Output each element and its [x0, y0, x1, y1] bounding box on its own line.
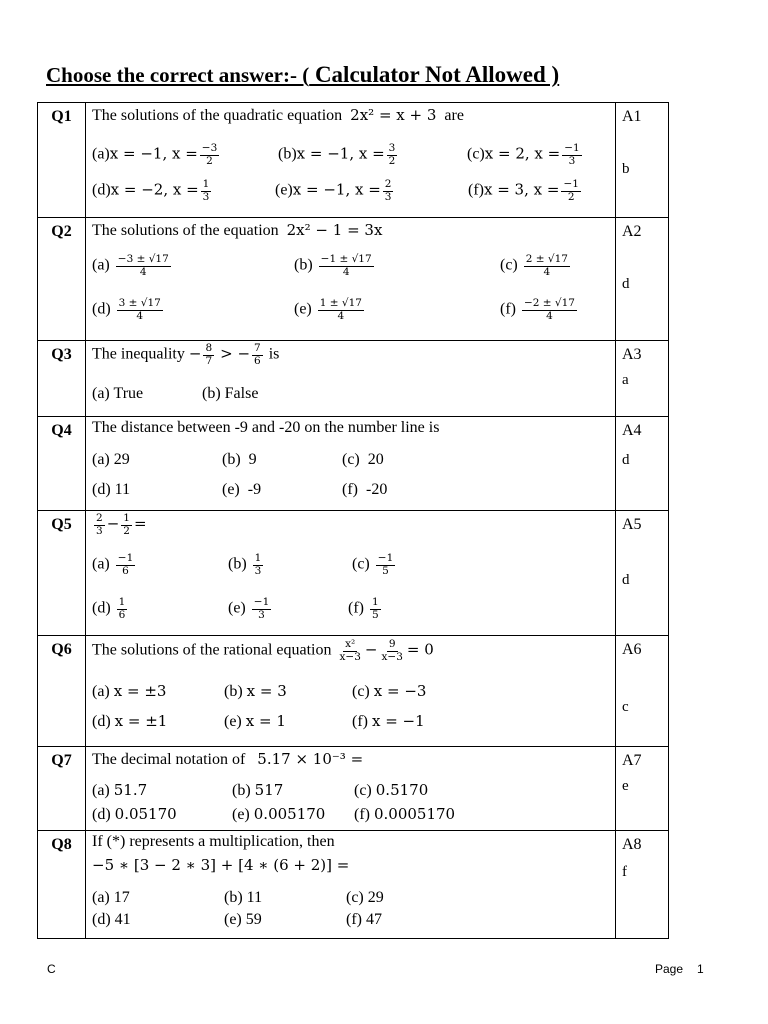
option-a[interactable]: (a) 29 [92, 451, 130, 468]
option-e[interactable]: (e) $\frac{-1}{3}$ [228, 596, 270, 621]
question-label: Q3 [51, 346, 72, 363]
option-a[interactable]: (a) $\frac{-3 \pm √17}{4}$ [92, 253, 169, 278]
option-f[interactable]: (f) 47 [346, 911, 382, 928]
page-title [46, 62, 559, 88]
answer-label: A2 [622, 223, 642, 240]
answer-value: d [622, 276, 630, 292]
answer-label: A8 [622, 836, 642, 853]
question-body [86, 636, 615, 746]
option-d[interactable]: (d) x = ±1 [92, 712, 168, 730]
answer-label: A5 [622, 516, 642, 533]
question-label: Q5 [51, 516, 72, 533]
answer-value: a [622, 372, 629, 388]
question-text: The inequality − $\frac{8}{7}$ > − $\frac{7}{6}$ is [92, 342, 280, 367]
question-label: Q2 [51, 223, 72, 240]
question-row [38, 218, 669, 341]
option-b[interactable]: (b) $\frac{-1 \pm √17}{4}$ [294, 253, 372, 278]
question-text: If (*) represents a multiplication, then [92, 833, 335, 850]
question-text: The solutions of the equation 2x² − 1 = 3x [92, 221, 383, 239]
title-part2: Calculator Not Allowed ) [309, 62, 560, 87]
question-row [38, 511, 669, 636]
option-a[interactable]: (a)x = −1, x = $\frac{-3}{2}$ [92, 142, 218, 167]
option-d[interactable]: (d) 41 [92, 911, 131, 928]
option-f[interactable]: (f) $\frac{-2 \pm √17}{4}$ [500, 297, 575, 322]
option-d[interactable]: (d)x = −2, x = $\frac{1}{3}$ [92, 178, 210, 203]
option-e[interactable]: (e) 0.005170 [232, 805, 326, 823]
option-b[interactable]: (b)x = −1, x = $\frac{3}{2}$ [278, 142, 396, 167]
answer-label: A6 [622, 641, 642, 658]
option-b[interactable]: (b) x = 3 [224, 682, 287, 700]
option-c[interactable]: (c) 29 [346, 889, 384, 906]
question-body [86, 831, 615, 938]
question-label: Q1 [51, 108, 72, 125]
answer-label: A1 [622, 108, 642, 125]
question-expression: 5.17 × 10⁻³ = [257, 750, 364, 768]
question-row [38, 341, 669, 417]
option-a[interactable]: (a) $\frac{-1}{6}$ [92, 552, 134, 577]
question-expression: 2x² − 1 = 3x [286, 221, 383, 239]
question-text: The solutions of the quadratic equation 2x² = x + 3 are [92, 106, 464, 124]
answer-value: e [622, 778, 629, 794]
question-body [86, 341, 615, 416]
option-a[interactable]: (a) 51.7 [92, 781, 148, 799]
option-b[interactable]: (b) 11 [224, 889, 263, 906]
answer-value: d [622, 452, 630, 468]
question-table [37, 102, 669, 939]
question-body [86, 417, 615, 510]
option-e[interactable]: (e) 59 [224, 911, 262, 928]
answer-value: c [622, 699, 629, 715]
question-body [86, 747, 615, 830]
option-c[interactable]: (c) x = −3 [352, 682, 427, 700]
question-body [86, 218, 615, 340]
option-b[interactable]: (b) $\frac{1}{3}$ [228, 552, 262, 577]
option-e[interactable]: (e) $\frac{1 \pm √17}{4}$ [294, 297, 362, 322]
option-f[interactable]: (f) -20 [342, 481, 388, 498]
question-expression: 2x² = x + 3 [350, 106, 437, 124]
option-c[interactable]: (c) 0.5170 [354, 781, 429, 799]
question-body [86, 511, 615, 635]
answer-label: A7 [622, 752, 642, 769]
option-c[interactable]: (c) $\frac{-1}{5}$ [352, 552, 394, 577]
option-c[interactable]: (c) $\frac{2 \pm √17}{4}$ [500, 253, 568, 278]
option-f[interactable]: (f) x = −1 [352, 712, 425, 730]
answer-value: b [622, 161, 630, 177]
question-text: The decimal notation of 5.17 × 10⁻³ = [92, 750, 364, 768]
option-b[interactable]: (b) 9 [222, 451, 257, 468]
question-row [38, 831, 669, 939]
option-f[interactable]: (f) $\frac{1}{5}$ [348, 596, 379, 621]
question-row [38, 636, 669, 747]
title-part1: Choose the correct answer:- ( [46, 63, 310, 87]
option-b[interactable]: (b) False [202, 385, 259, 402]
option-e[interactable]: (e)x = −1, x = $\frac{2}{3}$ [275, 178, 392, 203]
question-row [38, 417, 669, 511]
option-e[interactable]: (e) x = 1 [224, 712, 286, 730]
option-f[interactable]: (f)x = 3, x = $\frac{-1}{2}$ [468, 178, 579, 203]
answer-value: d [622, 572, 630, 588]
question-label: Q7 [51, 752, 72, 769]
question-label: Q6 [51, 641, 72, 658]
option-a[interactable]: (a) x = ±3 [92, 682, 167, 700]
question-body [86, 103, 615, 217]
option-f[interactable]: (f) 0.0005170 [354, 805, 456, 823]
option-a[interactable]: (a) 17 [92, 889, 130, 906]
question-label: Q8 [51, 836, 72, 853]
option-d[interactable]: (d) 11 [92, 481, 131, 498]
question-row [38, 103, 669, 218]
question-expression: $\frac{2}{3}$ − $\frac{1}{2}$ = [96, 512, 147, 537]
question-label: Q4 [51, 422, 72, 439]
question-text: The solutions of the rational equation $\frac{\text{x²}}{x-3}$ − $\frac{9}{x-3}$ = 0 [92, 638, 434, 663]
question-expression: −5 ∗ [3 − 2 ∗ 3] + [4 ∗ (6 + 2)] = [92, 856, 350, 874]
option-d[interactable]: (d) $\frac{1}{6}$ [92, 596, 126, 621]
answer-label: A4 [622, 422, 642, 439]
footer-left: C [47, 962, 56, 976]
option-d[interactable]: (d) 0.05170 [92, 805, 177, 823]
answer-label: A3 [622, 346, 642, 363]
option-c[interactable]: (c) 20 [342, 451, 384, 468]
option-d[interactable]: (d) $\frac{3 \pm √17}{4}$ [92, 297, 161, 322]
option-e[interactable]: (e) -9 [222, 481, 262, 498]
page-number: Page 1 [655, 962, 704, 976]
answer-value: f [622, 864, 627, 880]
option-b[interactable]: (b) 517 [232, 781, 284, 799]
question-row [38, 747, 669, 831]
option-a[interactable]: (a) True [92, 385, 144, 402]
option-c[interactable]: (c)x = 2, x = $\frac{-1}{3}$ [467, 142, 580, 167]
question-text: The distance between -9 and -20 on the number line is [92, 419, 440, 436]
